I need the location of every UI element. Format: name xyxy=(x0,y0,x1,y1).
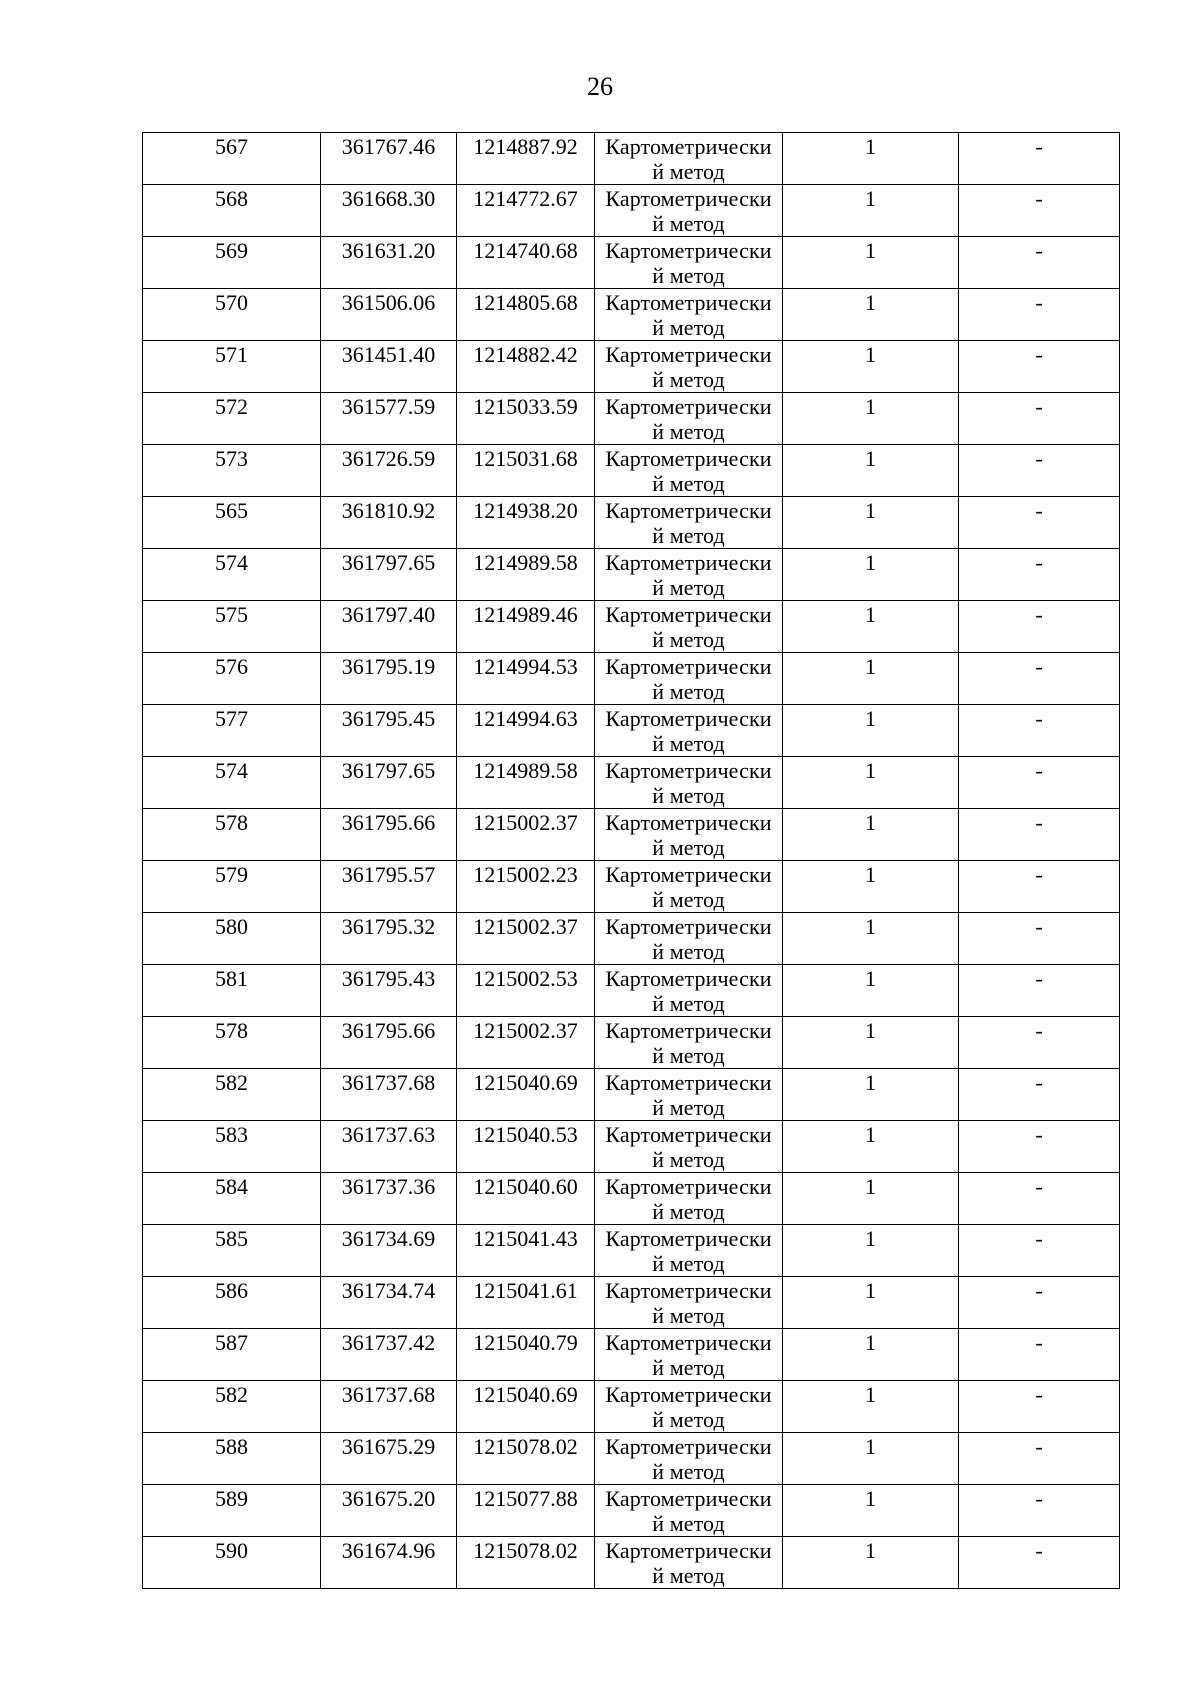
accuracy-cell: 1 xyxy=(783,1537,959,1589)
accuracy-cell: 1 xyxy=(783,1225,959,1277)
x-coordinate-cell: 361795.45 xyxy=(321,705,457,757)
table-row xyxy=(143,1537,1120,1589)
y-coordinate-cell: 1214772.67 xyxy=(457,185,595,237)
method-line-1: Картометрически xyxy=(605,602,772,627)
point-number-cell: 582 xyxy=(143,1069,321,1121)
accuracy-cell: 1 xyxy=(783,549,959,601)
point-number-cell: 586 xyxy=(143,1277,321,1329)
note-cell: - xyxy=(959,861,1120,913)
y-coordinate-cell: 1214994.63 xyxy=(457,705,595,757)
method-cell xyxy=(595,497,783,549)
table-row xyxy=(143,1277,1120,1329)
accuracy-cell: 1 xyxy=(783,445,959,497)
table-row xyxy=(143,1017,1120,1069)
note-cell: - xyxy=(959,1537,1120,1589)
x-coordinate-cell: 361795.66 xyxy=(321,1017,457,1069)
method-line-2: й метод xyxy=(652,783,725,808)
x-coordinate-cell: 361797.40 xyxy=(321,601,457,653)
note-cell: - xyxy=(959,289,1120,341)
table-row xyxy=(143,1173,1120,1225)
x-coordinate-cell: 361631.20 xyxy=(321,237,457,289)
method-line-2: й метод xyxy=(652,523,725,548)
point-number-cell: 570 xyxy=(143,289,321,341)
table-body xyxy=(143,133,1120,1589)
y-coordinate-cell: 1215078.02 xyxy=(457,1537,595,1589)
method-line-1: Картометрически xyxy=(605,1226,772,1251)
accuracy-cell: 1 xyxy=(783,861,959,913)
coordinates-table xyxy=(142,132,1120,1589)
method-line-2: й метод xyxy=(652,419,725,444)
note-cell: - xyxy=(959,1069,1120,1121)
method-cell xyxy=(595,1537,783,1589)
method-line-1: Картометрически xyxy=(605,810,772,835)
method-cell xyxy=(595,393,783,445)
point-number-cell: 585 xyxy=(143,1225,321,1277)
point-number-cell: 581 xyxy=(143,965,321,1017)
x-coordinate-cell: 361734.74 xyxy=(321,1277,457,1329)
method-line-2: й метод xyxy=(652,1563,725,1588)
table-row xyxy=(143,497,1120,549)
x-coordinate-cell: 361668.30 xyxy=(321,185,457,237)
x-coordinate-cell: 361726.59 xyxy=(321,445,457,497)
method-line-1: Картометрически xyxy=(605,1434,772,1459)
method-cell xyxy=(595,1121,783,1173)
method-cell xyxy=(595,809,783,861)
accuracy-cell: 1 xyxy=(783,1485,959,1537)
method-line-2: й метод xyxy=(652,731,725,756)
note-cell: - xyxy=(959,601,1120,653)
table-row xyxy=(143,757,1120,809)
method-line-1: Картометрически xyxy=(605,1382,772,1407)
method-cell xyxy=(595,185,783,237)
method-line-1: Картометрически xyxy=(605,446,772,471)
accuracy-cell: 1 xyxy=(783,133,959,185)
method-cell xyxy=(595,1277,783,1329)
note-cell: - xyxy=(959,1173,1120,1225)
method-cell xyxy=(595,549,783,601)
method-line-1: Картометрически xyxy=(605,1018,772,1043)
note-cell: - xyxy=(959,341,1120,393)
accuracy-cell: 1 xyxy=(783,1121,959,1173)
point-number-cell: 577 xyxy=(143,705,321,757)
point-number-cell: 567 xyxy=(143,133,321,185)
method-line-1: Картометрически xyxy=(605,966,772,991)
method-line-2: й метод xyxy=(652,939,725,964)
method-line-1: Картометрически xyxy=(605,862,772,887)
point-number-cell: 589 xyxy=(143,1485,321,1537)
method-line-1: Картометрически xyxy=(605,238,772,263)
y-coordinate-cell: 1214740.68 xyxy=(457,237,595,289)
method-cell xyxy=(595,445,783,497)
table-row xyxy=(143,1121,1120,1173)
method-line-1: Картометрически xyxy=(605,706,772,731)
note-cell: - xyxy=(959,497,1120,549)
method-line-1: Картометрически xyxy=(605,914,772,939)
method-cell xyxy=(595,1069,783,1121)
accuracy-cell: 1 xyxy=(783,965,959,1017)
x-coordinate-cell: 361737.42 xyxy=(321,1329,457,1381)
method-line-2: й метод xyxy=(652,367,725,392)
method-line-2: й метод xyxy=(652,679,725,704)
note-cell: - xyxy=(959,1121,1120,1173)
method-cell xyxy=(595,1329,783,1381)
method-line-2: й метод xyxy=(652,315,725,340)
method-cell xyxy=(595,913,783,965)
method-line-2: й метод xyxy=(652,1303,725,1328)
x-coordinate-cell: 361737.68 xyxy=(321,1069,457,1121)
table-row xyxy=(143,965,1120,1017)
note-cell: - xyxy=(959,757,1120,809)
method-line-2: й метод xyxy=(652,835,725,860)
point-number-cell: 571 xyxy=(143,341,321,393)
point-number-cell: 576 xyxy=(143,653,321,705)
method-line-2: й метод xyxy=(652,159,725,184)
method-cell xyxy=(595,965,783,1017)
accuracy-cell: 1 xyxy=(783,653,959,705)
method-line-1: Картометрически xyxy=(605,1122,772,1147)
table-row xyxy=(143,1381,1120,1433)
point-number-cell: 588 xyxy=(143,1433,321,1485)
table-row xyxy=(143,1329,1120,1381)
accuracy-cell: 1 xyxy=(783,497,959,549)
point-number-cell: 565 xyxy=(143,497,321,549)
accuracy-cell: 1 xyxy=(783,1329,959,1381)
page-number: 26 xyxy=(587,72,613,101)
accuracy-cell: 1 xyxy=(783,1433,959,1485)
accuracy-cell: 1 xyxy=(783,237,959,289)
point-number-cell: 568 xyxy=(143,185,321,237)
table-row xyxy=(143,1485,1120,1537)
note-cell: - xyxy=(959,393,1120,445)
note-cell: - xyxy=(959,549,1120,601)
y-coordinate-cell: 1215040.79 xyxy=(457,1329,595,1381)
note-cell: - xyxy=(959,1329,1120,1381)
table-row xyxy=(143,341,1120,393)
x-coordinate-cell: 361451.40 xyxy=(321,341,457,393)
note-cell: - xyxy=(959,1433,1120,1485)
y-coordinate-cell: 1215040.60 xyxy=(457,1173,595,1225)
point-number-cell: 579 xyxy=(143,861,321,913)
method-line-1: Картометрически xyxy=(605,290,772,315)
x-coordinate-cell: 361675.29 xyxy=(321,1433,457,1485)
y-coordinate-cell: 1215078.02 xyxy=(457,1433,595,1485)
method-line-1: Картометрически xyxy=(605,1070,772,1095)
accuracy-cell: 1 xyxy=(783,1381,959,1433)
method-cell xyxy=(595,1433,783,1485)
method-cell xyxy=(595,601,783,653)
point-number-cell: 569 xyxy=(143,237,321,289)
note-cell: - xyxy=(959,965,1120,1017)
method-cell xyxy=(595,289,783,341)
note-cell: - xyxy=(959,1017,1120,1069)
method-line-1: Картометрически xyxy=(605,498,772,523)
y-coordinate-cell: 1215033.59 xyxy=(457,393,595,445)
y-coordinate-cell: 1215002.53 xyxy=(457,965,595,1017)
note-cell: - xyxy=(959,705,1120,757)
table-row xyxy=(143,1433,1120,1485)
y-coordinate-cell: 1215041.61 xyxy=(457,1277,595,1329)
table-row xyxy=(143,289,1120,341)
accuracy-cell: 1 xyxy=(783,1173,959,1225)
x-coordinate-cell: 361734.69 xyxy=(321,1225,457,1277)
method-cell xyxy=(595,861,783,913)
method-line-1: Картометрически xyxy=(605,342,772,367)
x-coordinate-cell: 361506.06 xyxy=(321,289,457,341)
method-line-2: й метод xyxy=(652,1199,725,1224)
method-line-2: й метод xyxy=(652,1095,725,1120)
method-line-2: й метод xyxy=(652,1251,725,1276)
method-line-1: Картометрически xyxy=(605,1538,772,1563)
x-coordinate-cell: 361795.66 xyxy=(321,809,457,861)
table-row xyxy=(143,809,1120,861)
point-number-cell: 583 xyxy=(143,1121,321,1173)
table-row xyxy=(143,1069,1120,1121)
note-cell: - xyxy=(959,237,1120,289)
x-coordinate-cell: 361810.92 xyxy=(321,497,457,549)
note-cell: - xyxy=(959,445,1120,497)
y-coordinate-cell: 1214989.58 xyxy=(457,549,595,601)
point-number-cell: 587 xyxy=(143,1329,321,1381)
y-coordinate-cell: 1215041.43 xyxy=(457,1225,595,1277)
method-line-1: Картометрически xyxy=(605,550,772,575)
table-row xyxy=(143,861,1120,913)
table-row xyxy=(143,549,1120,601)
note-cell: - xyxy=(959,653,1120,705)
method-line-2: й метод xyxy=(652,1511,725,1536)
table-row xyxy=(143,133,1120,185)
method-cell xyxy=(595,1485,783,1537)
y-coordinate-cell: 1215002.23 xyxy=(457,861,595,913)
y-coordinate-cell: 1215002.37 xyxy=(457,913,595,965)
note-cell: - xyxy=(959,133,1120,185)
method-line-1: Картометрически xyxy=(605,394,772,419)
method-line-2: й метод xyxy=(652,1147,725,1172)
note-cell: - xyxy=(959,185,1120,237)
method-line-2: й метод xyxy=(652,887,725,912)
table-row xyxy=(143,393,1120,445)
accuracy-cell: 1 xyxy=(783,913,959,965)
x-coordinate-cell: 361577.59 xyxy=(321,393,457,445)
method-cell xyxy=(595,1225,783,1277)
note-cell: - xyxy=(959,913,1120,965)
method-line-1: Картометрически xyxy=(605,758,772,783)
accuracy-cell: 1 xyxy=(783,185,959,237)
method-cell xyxy=(595,341,783,393)
point-number-cell: 578 xyxy=(143,809,321,861)
method-line-2: й метод xyxy=(652,575,725,600)
accuracy-cell: 1 xyxy=(783,1277,959,1329)
method-line-1: Картометрически xyxy=(605,1486,772,1511)
note-cell: - xyxy=(959,1485,1120,1537)
method-line-2: й метод xyxy=(652,991,725,1016)
y-coordinate-cell: 1215040.69 xyxy=(457,1381,595,1433)
point-number-cell: 582 xyxy=(143,1381,321,1433)
y-coordinate-cell: 1215031.68 xyxy=(457,445,595,497)
x-coordinate-cell: 361797.65 xyxy=(321,549,457,601)
point-number-cell: 584 xyxy=(143,1173,321,1225)
method-cell xyxy=(595,757,783,809)
method-cell xyxy=(595,237,783,289)
x-coordinate-cell: 361795.32 xyxy=(321,913,457,965)
method-cell xyxy=(595,653,783,705)
note-cell: - xyxy=(959,1277,1120,1329)
table-row xyxy=(143,237,1120,289)
table-row xyxy=(143,913,1120,965)
note-cell: - xyxy=(959,1381,1120,1433)
table-row xyxy=(143,1225,1120,1277)
x-coordinate-cell: 361737.36 xyxy=(321,1173,457,1225)
accuracy-cell: 1 xyxy=(783,705,959,757)
y-coordinate-cell: 1215002.37 xyxy=(457,809,595,861)
note-cell: - xyxy=(959,809,1120,861)
method-cell xyxy=(595,1173,783,1225)
x-coordinate-cell: 361795.57 xyxy=(321,861,457,913)
y-coordinate-cell: 1214882.42 xyxy=(457,341,595,393)
method-line-1: Картометрически xyxy=(605,1174,772,1199)
x-coordinate-cell: 361795.19 xyxy=(321,653,457,705)
method-line-1: Картометрически xyxy=(605,654,772,679)
y-coordinate-cell: 1214994.53 xyxy=(457,653,595,705)
point-number-cell: 574 xyxy=(143,757,321,809)
table-row xyxy=(143,601,1120,653)
method-cell xyxy=(595,1017,783,1069)
y-coordinate-cell: 1214938.20 xyxy=(457,497,595,549)
accuracy-cell: 1 xyxy=(783,601,959,653)
method-cell xyxy=(595,1381,783,1433)
y-coordinate-cell: 1214989.46 xyxy=(457,601,595,653)
x-coordinate-cell: 361795.43 xyxy=(321,965,457,1017)
method-line-2: й метод xyxy=(652,263,725,288)
accuracy-cell: 1 xyxy=(783,757,959,809)
method-cell xyxy=(595,705,783,757)
x-coordinate-cell: 361675.20 xyxy=(321,1485,457,1537)
table-row xyxy=(143,705,1120,757)
method-line-2: й метод xyxy=(652,1407,725,1432)
point-number-cell: 575 xyxy=(143,601,321,653)
x-coordinate-cell: 361767.46 xyxy=(321,133,457,185)
accuracy-cell: 1 xyxy=(783,393,959,445)
accuracy-cell: 1 xyxy=(783,341,959,393)
method-line-1: Картометрически xyxy=(605,1330,772,1355)
note-cell: - xyxy=(959,1225,1120,1277)
method-line-1: Картометрически xyxy=(605,186,772,211)
point-number-cell: 574 xyxy=(143,549,321,601)
method-line-1: Картометрически xyxy=(605,134,772,159)
x-coordinate-cell: 361737.63 xyxy=(321,1121,457,1173)
y-coordinate-cell: 1215002.37 xyxy=(457,1017,595,1069)
table-row xyxy=(143,653,1120,705)
table-row xyxy=(143,445,1120,497)
method-line-2: й метод xyxy=(652,471,725,496)
y-coordinate-cell: 1214887.92 xyxy=(457,133,595,185)
method-line-2: й метод xyxy=(652,1459,725,1484)
method-cell xyxy=(595,133,783,185)
x-coordinate-cell: 361797.65 xyxy=(321,757,457,809)
method-line-1: Картометрически xyxy=(605,1278,772,1303)
x-coordinate-cell: 361674.96 xyxy=(321,1537,457,1589)
y-coordinate-cell: 1215040.53 xyxy=(457,1121,595,1173)
accuracy-cell: 1 xyxy=(783,809,959,861)
point-number-cell: 590 xyxy=(143,1537,321,1589)
y-coordinate-cell: 1215077.88 xyxy=(457,1485,595,1537)
y-coordinate-cell: 1214805.68 xyxy=(457,289,595,341)
method-line-2: й метод xyxy=(652,1043,725,1068)
accuracy-cell: 1 xyxy=(783,289,959,341)
method-line-2: й метод xyxy=(652,211,725,236)
point-number-cell: 578 xyxy=(143,1017,321,1069)
method-line-2: й метод xyxy=(652,627,725,652)
accuracy-cell: 1 xyxy=(783,1017,959,1069)
x-coordinate-cell: 361737.68 xyxy=(321,1381,457,1433)
y-coordinate-cell: 1215040.69 xyxy=(457,1069,595,1121)
point-number-cell: 573 xyxy=(143,445,321,497)
method-line-2: й метод xyxy=(652,1355,725,1380)
table-row xyxy=(143,185,1120,237)
point-number-cell: 572 xyxy=(143,393,321,445)
point-number-cell: 580 xyxy=(143,913,321,965)
accuracy-cell: 1 xyxy=(783,1069,959,1121)
y-coordinate-cell: 1214989.58 xyxy=(457,757,595,809)
